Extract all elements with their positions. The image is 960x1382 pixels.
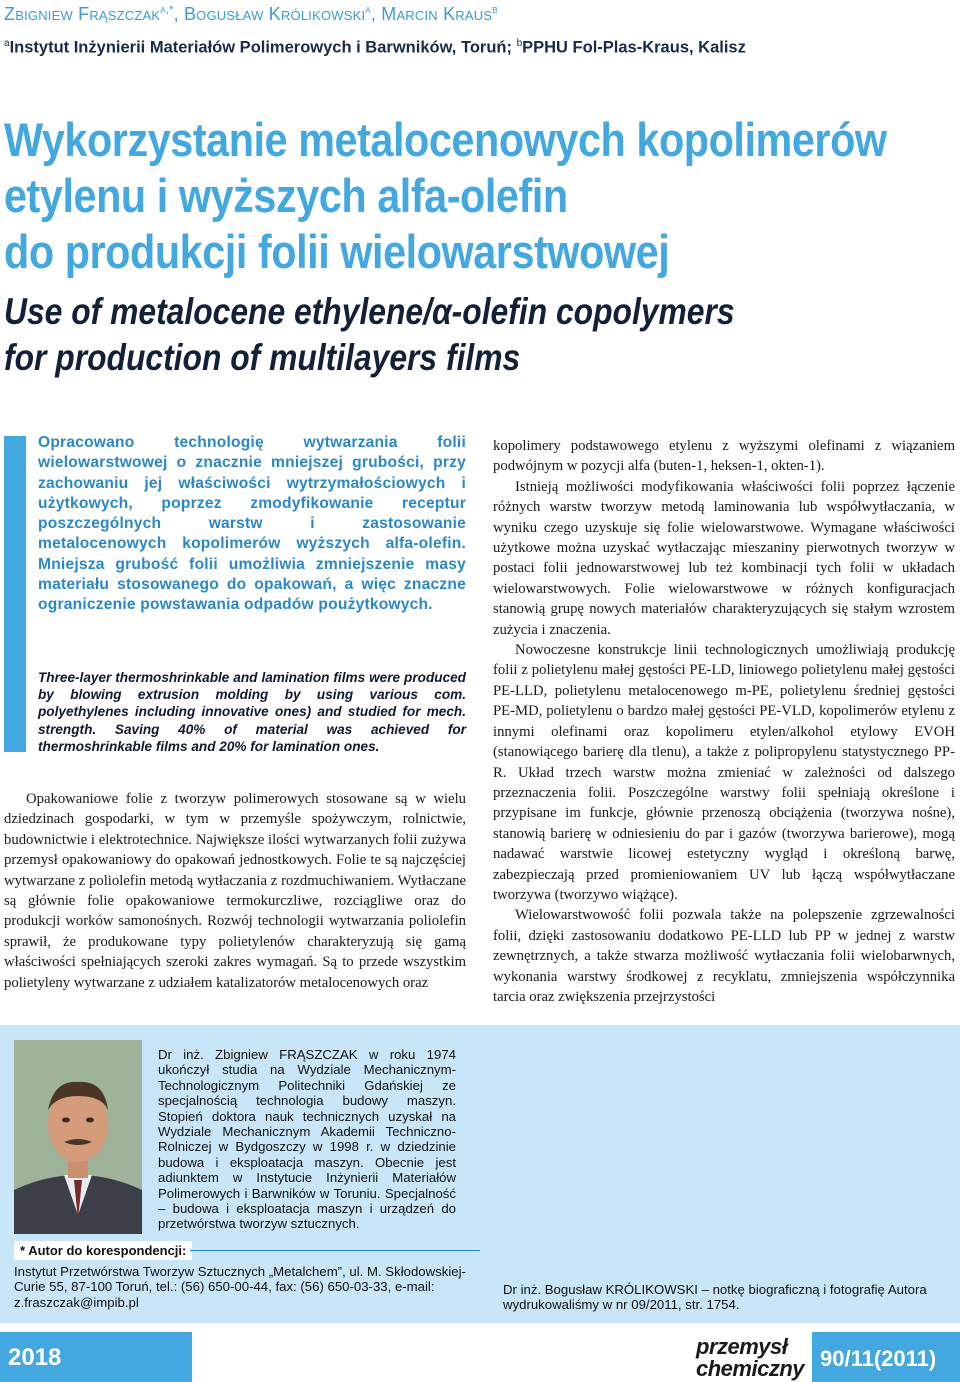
- correspondence-address: Instytut Przetwórstwa Tworzyw Sztucznych „Metalchem”, ul. M. Skłodowskiej-Curie 55, 87-100 Toruń, tel.: (56) 650-00-44, fax: (56) 650-03-33, e-mail: z.fraszczak@impib.pl: [14, 1264, 466, 1310]
- author-photo: [14, 1040, 142, 1234]
- abstract-english: Three-layer thermoshrinkable and lamination films were produced by blowing extrusion molding by using various com. polyethylenes including innovative ones) and studied for mech. strength. Saving 40% of material was achieved for thermoshrinkable films and 20% for lamination ones.: [38, 670, 466, 754]
- title-en-line: Use of metalocene ethylene/α-olefin copolymers: [4, 291, 735, 332]
- author-portrait-icon: [14, 1040, 142, 1234]
- paragraph: kopolimery podstawowego etylenu z wyższymi olefinami z wiązaniem podwójnym w pozycji alfa (buten-1, heksen-1, okten-1).: [493, 438, 955, 475]
- abstract-accent-bar: [4, 436, 26, 752]
- body-column-right: [493, 436, 955, 1007]
- issue-number: 90/11(2011): [820, 1346, 937, 1371]
- paragraph: Wielowarstwowość folii pozwala także na polepszenie zgrzewalności folii, dzięki zastosowaniu dodatkowo PE-LLD lub PP w jednej z warstw zewnętrznych, a także stwarza możliwość wytłaczania folii wielobarwnych, wykonania warstwy środkowej z recyklatu, zmniejszenia współczynnika tarcia oraz zwiększenia przejrzystości: [493, 907, 955, 1005]
- affil-b-sup: b: [516, 38, 523, 49]
- title-polish: [4, 112, 887, 280]
- title-pl-line: do produkcji folii wielowarstwowej: [4, 225, 670, 278]
- page-number: 2018: [8, 1344, 62, 1371]
- correspondence-divider: [190, 1250, 480, 1251]
- paragraph: Istnieją możliwości modyfikowania właściwości folii poprzez łączenie różnych warstw tworzyw metodą laminowania lub współwytłaczania, w wyniku czego uzyskuje się folie wielowarstwowe. Wymagane właściwości użytkowe można uzyskać wytłaczając mieszaniny pierwotnych tworzyw w postaci folii jednowarstwowej lub też kombinacji tych folii w układach wielowarstwowych. Folie wielowarstwowe w różnych konfiguracjach stanowią grupę nowych materiałów charakteryzujących się stałym wzrostem zużycia i znaczenia.: [493, 478, 955, 638]
- affil-a: Instytut Inżynierii Materiałów Polimerowych i Barwników, Toruń;: [9, 38, 517, 57]
- author-1-sup: a,*: [160, 4, 174, 16]
- author-2-sup: a: [365, 4, 371, 16]
- affil-a-sup: a: [4, 38, 10, 49]
- logo-line-1: przemysł: [696, 1334, 788, 1359]
- correspondence-label: * Autor do korespondencji:: [14, 1241, 192, 1260]
- paragraph: Nowoczesne konstrukcje linii technologicznych umożliwiają produkcję folii z polietylenu małej gęstości PE-LD, liniowego polietylenu małej gęstości PE-LLD, polietylenu metalocenowego m-PE, polietylenu średniej gęstości PE-MD, polietylenu o bardzo małej gęstości PE-VLD, kopolimerów etylenu z innymi olefinami oraz kopolimeru etylen/alkohol etylowy EVOH (stanowiącego barierę dla tlenu), a także z polipropylenu statystycznego PP-R. Układ trzech warstw można zmieniać w zależności od dalszego przeznaczenia folii. Poszczególne warstwy folii spełniają określone i przypisane im funkcje, głównie przenoszą obciążenia (tworzywa nośne), stanowią barierę w odniesieniu do par i gazów (tworzywa barierowe), mogą nadawać warstwie licowej estetyczny wygląd i określoną barwę, zabezpieczają przed promieniowaniem UV lub łączą współwytłaczane tworzywa (tworzywo wiążące).: [493, 642, 955, 903]
- title-english: [4, 289, 735, 381]
- journal-logo: [696, 1334, 808, 1380]
- bio-krolikowski: Dr inż. Bogusław KRÓLIKOWSKI – notkę biograficzną i fotografię Autora wydrukowaliśmy w nr 09/2011, str. 1754.: [503, 1282, 927, 1313]
- paragraph: Opakowaniowe folie z tworzyw polimerowych stosowane są w wielu dziedzinach gospodarki, w tym w przemyśle spożywczym, rolnictwie, budownictwie i elektrotechnice. Największe ilości wytwarzanych folii zużywa przemysł opakowaniowy do opakowań jednostkowych. Folie te są najczęściej wytwarzane z poliolefin metodą wytłaczania z rozdmuchiwaniem. Wytłaczane są głównie folie opakowaniowe termokurczliwe, rozciągliwe oraz do produkcji worków samonośnych. Rozwój technologii wytwarzania poliolefin sprawił, że produkowane typy polietylenów charakteryzują się gamą właściwości spełniających szeroki zakres wymagań. Są to przede wszystkim polietyleny wytwarzane z udziałem katalizatorów metalocenowych oraz: [4, 791, 466, 991]
- title-en-line: for production of multilayers films: [4, 337, 521, 378]
- logo-line-2: chemiczny: [696, 1356, 804, 1381]
- title-pl-line: etylenu i wyższych alfa-olefin: [4, 169, 568, 222]
- affiliations: [4, 38, 746, 58]
- title-pl-line: Wykorzystanie metalocenowych kopolimerów: [4, 113, 887, 166]
- author-3-sup: b: [492, 4, 498, 16]
- body-column-left: [4, 789, 466, 993]
- author-1: Zbigniew Frąszczak: [4, 4, 161, 24]
- authors-line: [4, 4, 498, 25]
- affil-b: PPHU Fol-Plas-Kraus, Kalisz: [522, 38, 746, 57]
- author-3: , Marcin Kraus: [370, 4, 493, 24]
- author-2: , Bogusław Królikowski: [173, 4, 366, 24]
- abstract-polish: Opracowano technologię wytwarzania folii wielowarstwowej o znacznie mniejszej grubości, przy zachowaniu jej właściwości wytrzymałościowych i użytkowych, poprzez zmodyfikowanie receptur poszczególnych warstw i zastosowanie metalocenowych kopolimerów wyższych alfa-olefin. Mniejsza grubość folii umożliwia zmniejszenie masy materiału stosowanego do opakowań, a więc znaczne ograniczenie powstawania odpadów poużytkowych.: [38, 434, 466, 614]
- bio-frąszczak: Dr inż. Zbigniew FRĄSZCZAK w roku 1974 ukończył studia na Wydziale Mechanicznym-Technologicznym Politechniki Gdańskiej ze specjalnością technologia budowy maszyn. Stopień doktora nauk technicznych uzyskał na Wydziale Mechanicznym Akademii Techniczno-Rolniczej w Bydgoszczy w 1998 r. w dziedzinie budowa i eksploatacja maszyn. Obecnie jest adiunktem w Instytucie Inżynierii Materiałów Polimerowych i Barwników w Toruniu. Specjalność – budowa i eksploatacja maszyn i urządzeń do przetwórstwa tworzyw sztucznych.: [158, 1047, 456, 1232]
